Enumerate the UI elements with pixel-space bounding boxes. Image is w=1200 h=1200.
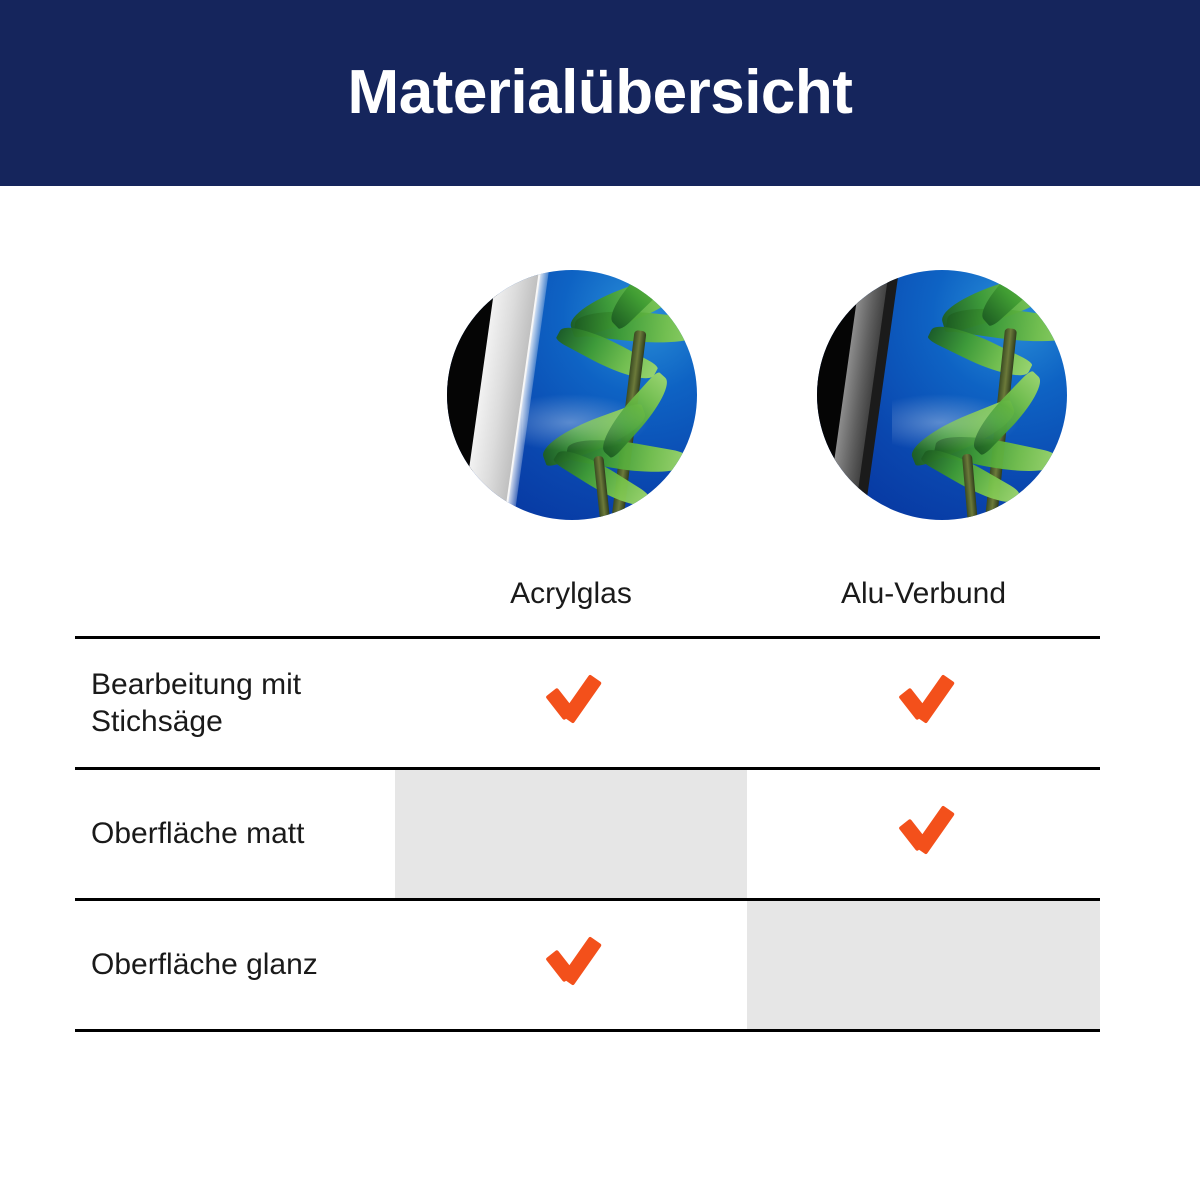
check-mark-icon [897, 803, 951, 857]
row-label-bearbeitung [75, 638, 395, 769]
table-header-alu-verbund: Alu-Verbund [840, 577, 1007, 610]
cell-matt-acrylglas [395, 769, 747, 900]
cell-matt-alu-verbund [747, 769, 1100, 900]
cell-bearbeitung-alu-verbund [747, 638, 1100, 769]
material-samples [0, 270, 1200, 520]
page-title: Materialübersicht [347, 58, 853, 127]
alu-verbund-sample-image [817, 270, 1067, 520]
page-header [0, 0, 1200, 186]
material-comparison-table [75, 552, 1100, 1032]
check-mark-icon [897, 672, 951, 726]
row-label-line2: Stichsäge [91, 705, 223, 738]
table-header-acrylglas: Acrylglas [510, 577, 632, 610]
check-mark-icon [544, 934, 598, 988]
table-row [75, 900, 1100, 1031]
row-label-oberflaeche-matt: Oberfläche matt [75, 769, 395, 900]
cell-glanz-alu-verbund [747, 900, 1100, 1031]
table-row [75, 638, 1100, 769]
acrylglas-sample-image [447, 270, 697, 520]
row-label-line1: Bearbeitung mit [91, 667, 302, 701]
table-header-empty [75, 552, 395, 638]
check-mark-icon [544, 672, 598, 726]
table-row [75, 769, 1100, 900]
row-label-oberflaeche-glanz: Oberfläche glanz [75, 900, 395, 1031]
table-header-row [75, 552, 1100, 638]
cell-glanz-acrylglas [395, 900, 747, 1031]
cell-bearbeitung-acrylglas [395, 638, 747, 769]
